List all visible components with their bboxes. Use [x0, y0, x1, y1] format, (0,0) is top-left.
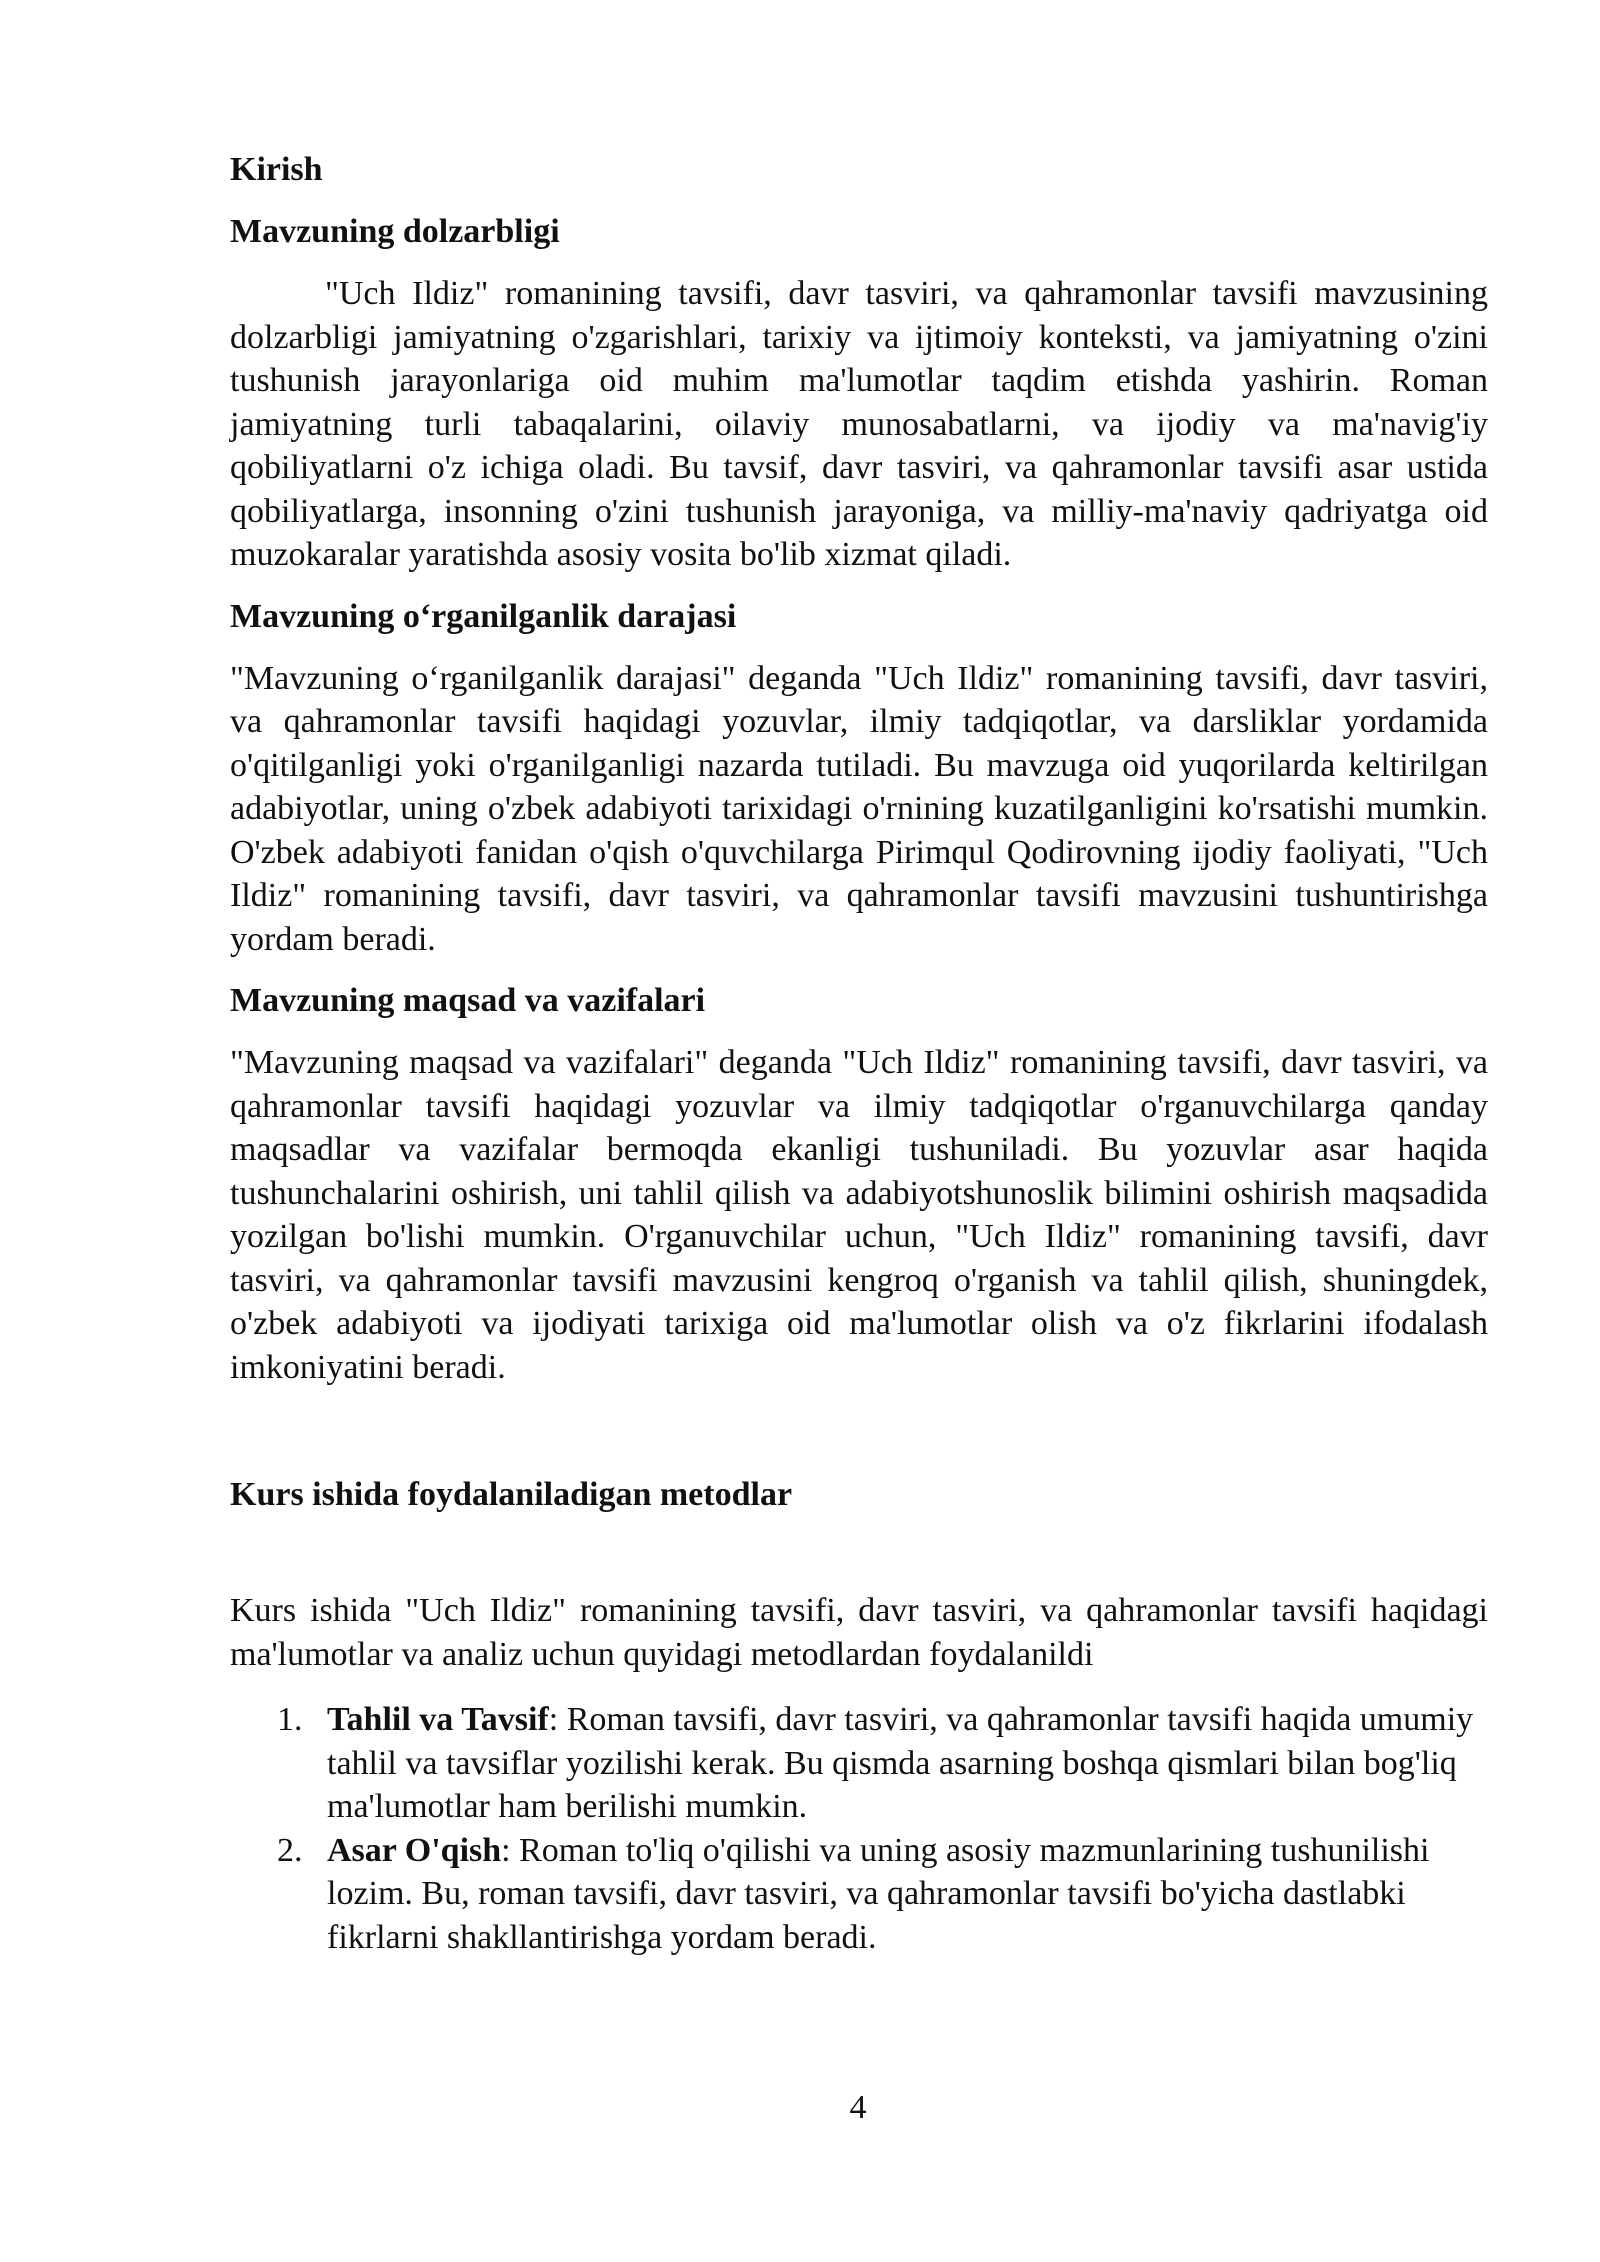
document-page [230, 148, 1488, 1959]
goals-paragraph: "Mavzuning maqsad va vazifalari" deganda "Uch Ildiz" romanining tavsifi, davr tasviri, va qahramonlar tavsifi haqidagi yozuvlar va ilmiy tadqiqotlar o'rganuvchilarga qanday maqsadlar va vazifalar bermoqda ekanligi tushuniladi. Bu yozuvlar asar haqida tushunchalarini oshirish, uni tahlil qilish va adabiyotshunoslik bilimini oshirish maqsadida yozilgan bo'lishi mumkin. O'rganuvchilar uchun, "Uch Ildiz" romanining tavsifi, davr tasviri, va qahramonlar tavsifi mavzusini kengroq o'rganish va tahlil qilish, shuningdek, o'zbek adabiyoti va ijodiyati tarixiga oid ma'lumotlar olish va o'z fikrlarini ifodalash imkoniyatini beradi. [230, 1044, 1488, 1386]
list-item-term: Tahlil va Tavsif [327, 1701, 549, 1738]
study-level-heading: Mavzuning oʻrganilganlik darajasi [230, 597, 737, 635]
list-item-text: : Roman to'liq o'qilishi va uning asosiy mazmunlarining tushunilishi lozim. Bu, roman tavsifi, davr tasviri, va qahramonlar tavsifi bo'yicha dastlabki fikrlarni shakllantirishga yordam beradi. [327, 1831, 1430, 1956]
relevance-paragraph: "Uch Ildiz" romanining tavsifi, davr tasviri, va qahramonlar tavsifi mavzusining dolzarbligi jamiyatning o'zgarishlari, tarixiy va ijtimoiy konteksti, va jamiyatning o'zini tushunish jarayonlariga oid muhim ma'lumotlar taqdim etishda yashirin. Roman jamiyatning turli tabaqalarini, oilaviy munosabatlarni, va ijodiy va ma'navig'iy qobiliyatlarni o'z ichiga oladi. Bu tavsif, davr tasviri, va qahramonlar tavsifi asar ustida qobiliyatlarga, insonning o'zini tushunish jarayoniga, va milliy-ma'naviy qadriyatga oid muzokaralar yaratishda asosiy vosita bo'lib xizmat qiladi. [230, 275, 1488, 573]
methods-list [230, 1698, 1488, 1959]
relevance-heading: Mavzuning dolzarbligi [230, 213, 560, 250]
spacer [230, 1535, 1488, 1589]
list-item [230, 1698, 1488, 1829]
page-number: 4 [849, 2089, 867, 2126]
spacer [230, 1407, 1488, 1473]
list-item [230, 1829, 1488, 1960]
list-item-number: 1. [277, 1701, 303, 1738]
list-item-text: : Roman tavsifi, davr tasviri, va qahramonlar tavsifi haqida umumiy tahlil va tavsiflar yozilishi kerak. Bu qismda asarning boshqa qismlari bilan bog'liq ma'lumotlar ham berilishi mumkin. [327, 1701, 1474, 1825]
methods-paragraph: Kurs ishida "Uch Ildiz" romanining tavsifi, davr tasviri, va qahramonlar tavsifi haqidagi ma'lumotlar va analiz uchun quyidagi metodlardan foydalanildi [230, 1592, 1488, 1673]
study-level-paragraph: "Mavzuning oʻrganilganlik darajasi" deganda "Uch Ildiz" romanining tavsifi, davr tasviri, va qahramonlar tavsifi haqidagi yozuvlar, ilmiy tadqiqotlar, va darsliklar yordamida o'qitilganligi yoki o'rganilganligi nazarda tutiladi. Bu mavzuga oid yuqorilarda keltirilgan adabiyotlar, uning o'zbek adabiyoti tarixidagi o'rnining kuzatilganligini ko'rsatishi mumkin. O'zbek adabiyoti fanidan o'qish o'quvchilarga Pirimqul Qodirovning ijodiy faoliyati, "Uch Ildiz" romanining tavsifi, davr tasviri, va qahramonlar tavsifi mavzusini tushuntirishga yordam beradi. [230, 659, 1488, 958]
methods-heading: Kurs ishida foydalaniladigan metodlar [230, 1476, 793, 1513]
goals-heading: Mavzuning maqsad va vazifalari [230, 982, 706, 1019]
list-item-term: Asar O'qish [327, 1831, 502, 1869]
list-item-number: 2. [277, 1831, 303, 1869]
intro-heading: Kirish [230, 151, 323, 188]
